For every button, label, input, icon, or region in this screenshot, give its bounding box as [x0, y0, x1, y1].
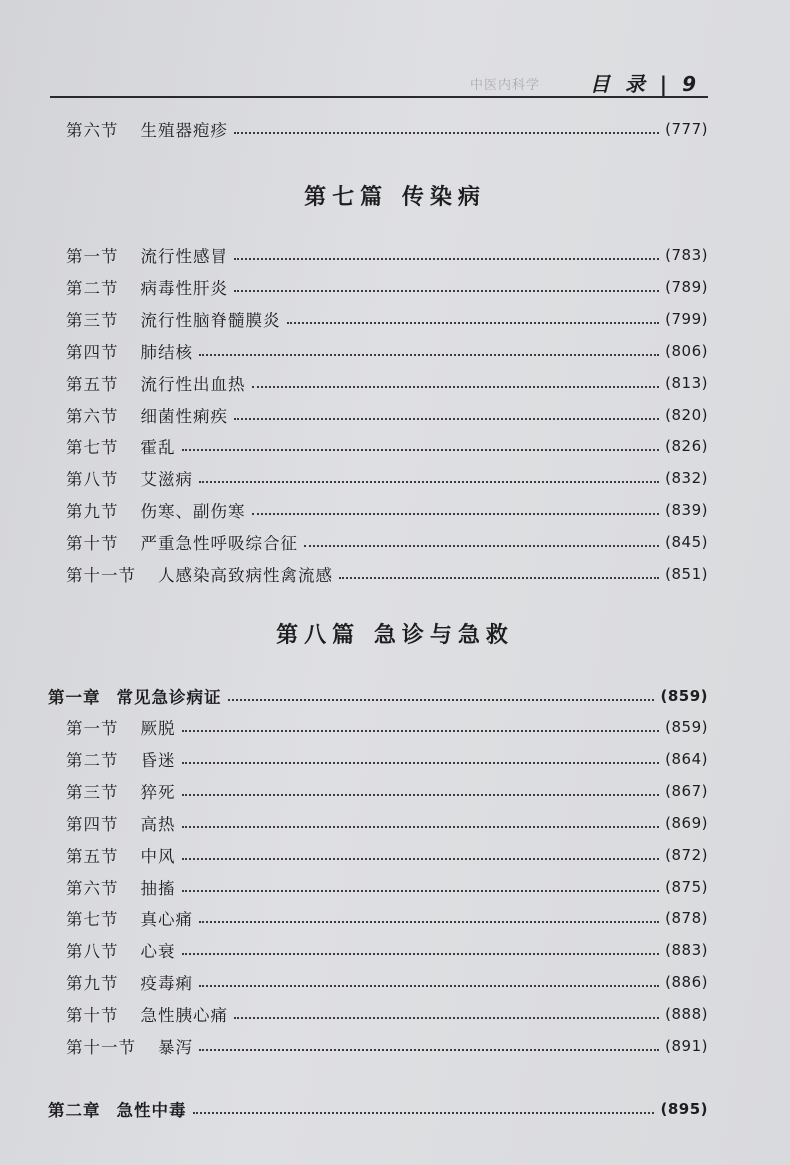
toc-label: 第六节 [66, 878, 119, 898]
dot-leader [199, 975, 659, 987]
dot-leader [252, 503, 660, 515]
toc-entry[interactable] [66, 1034, 708, 1058]
toc-page: (826) [665, 437, 708, 456]
toc-label: 第一节 [66, 247, 119, 266]
toc-page: (832) [665, 469, 708, 488]
toc-label: 第二章 [48, 1101, 101, 1120]
toc-entry[interactable] [66, 117, 708, 141]
toc-label: 第九节 [66, 974, 119, 994]
toc-entry[interactable] [66, 243, 708, 267]
toc-page: (813) [665, 373, 708, 392]
toc-chapter[interactable] [48, 1097, 708, 1121]
toc-page: (820) [665, 405, 708, 424]
running-header [50, 64, 708, 98]
toc-label: 第二节 [66, 750, 119, 770]
toc-label: 第三节 [66, 782, 119, 802]
part-title: 第七篇 传染病 [304, 184, 486, 210]
part-title: 第八篇 急诊与急救 [276, 622, 514, 648]
toc-page: (869) [665, 813, 708, 832]
toc-title: 高热 [140, 814, 176, 834]
toc-entry[interactable] [66, 562, 708, 586]
toc-entry[interactable] [66, 371, 708, 395]
dot-leader [182, 439, 660, 451]
dot-leader [287, 312, 660, 324]
toc-page: (872) [665, 845, 708, 864]
toc-page: (859) [665, 718, 708, 736]
toc-label: 第七节 [66, 910, 119, 930]
toc-label: 第一节 [66, 719, 119, 738]
header-title [590, 68, 700, 97]
toc-page: (777) [665, 120, 708, 138]
toc-title: 常见急诊病证 [116, 688, 222, 707]
toc-label: 第三节 [66, 310, 119, 330]
toc-page: (888) [665, 1005, 708, 1024]
dot-leader [234, 248, 659, 260]
toc-page: (851) [665, 565, 708, 583]
dot-leader [228, 689, 655, 701]
dot-leader [182, 943, 660, 955]
toc-label: 第六节 [66, 121, 119, 140]
toc-title: 中风 [140, 846, 176, 866]
toc-chapter[interactable] [48, 684, 708, 708]
toc-label: 第十一节 [66, 566, 136, 585]
dot-leader [182, 784, 660, 796]
page-number: 9 [682, 72, 700, 96]
toc-entry[interactable] [66, 715, 708, 739]
dot-leader [234, 1007, 659, 1019]
dot-leader [199, 1039, 659, 1051]
toc-label: 第十节 [66, 534, 119, 554]
toc-entry[interactable] [66, 403, 708, 427]
toc-title: 疫毒痢 [140, 974, 193, 994]
toc-entry[interactable] [66, 875, 708, 899]
toc-label: 第八节 [66, 942, 119, 962]
toc-page: (859) [660, 687, 708, 705]
toc-entry[interactable] [66, 747, 708, 771]
dot-leader [182, 880, 660, 892]
toc-title: 抽搐 [140, 878, 176, 898]
header-section-title: 目 录 [589, 72, 649, 96]
toc-page: (789) [665, 277, 708, 296]
dot-leader [234, 408, 659, 420]
toc-label: 第六节 [66, 406, 119, 426]
dot-leader [339, 567, 659, 579]
toc-label: 第二节 [66, 278, 119, 298]
toc-title: 真心痛 [140, 910, 193, 930]
dot-leader [182, 816, 660, 828]
toc-page: (878) [665, 909, 708, 928]
dot-leader [304, 535, 659, 547]
bleed-through-text: 中医内科学 [470, 78, 541, 93]
toc-title: 人感染高致病性禽流感 [158, 566, 333, 585]
dot-leader [199, 344, 659, 356]
toc-title: 伤寒、副伤寒 [140, 502, 246, 522]
toc-entry[interactable] [66, 811, 708, 835]
toc-label: 第四节 [66, 814, 119, 834]
toc-label: 第一章 [48, 688, 101, 707]
toc-title: 急性胰心痛 [140, 1006, 228, 1026]
toc-title: 严重急性呼吸综合征 [140, 534, 298, 554]
header-separator: | [659, 72, 672, 96]
toc-page: (895) [660, 1100, 708, 1118]
toc-title: 流行性感冒 [140, 247, 228, 266]
toc-page: (783) [665, 246, 708, 264]
toc-page: (883) [665, 941, 708, 960]
toc-title: 霍乱 [140, 438, 176, 458]
dot-leader [234, 122, 659, 134]
dot-leader [199, 471, 659, 483]
toc-title: 流行性出血热 [140, 374, 246, 394]
dot-leader [182, 848, 660, 860]
toc-page: (875) [665, 877, 708, 896]
dot-leader [193, 1102, 655, 1114]
toc-entry[interactable] [66, 906, 708, 930]
dot-leader [252, 376, 660, 388]
toc-title: 流行性脑脊髓膜炎 [140, 310, 281, 330]
toc-label: 第十节 [66, 1006, 119, 1026]
toc-page: (891) [665, 1037, 708, 1055]
toc-title: 厥脱 [140, 719, 176, 738]
toc-page: (886) [665, 973, 708, 992]
toc-entry[interactable] [66, 275, 708, 299]
toc-entry[interactable] [66, 843, 708, 867]
toc-label: 第十一节 [66, 1038, 136, 1057]
toc-label: 第八节 [66, 470, 119, 490]
toc-title: 细菌性痢疾 [140, 406, 228, 426]
toc-entry[interactable] [66, 938, 708, 962]
dot-leader [199, 911, 659, 923]
toc-label: 第九节 [66, 502, 119, 522]
toc-title: 猝死 [140, 782, 176, 802]
toc-entry[interactable] [66, 779, 708, 803]
toc-entry[interactable] [66, 307, 708, 331]
toc-page: (845) [665, 533, 708, 552]
dot-leader [182, 720, 660, 732]
toc-page: (864) [665, 749, 708, 768]
toc-entry[interactable] [66, 530, 708, 554]
toc-title: 暴泻 [158, 1038, 193, 1057]
dot-leader [182, 752, 660, 764]
toc-page: (839) [665, 501, 708, 520]
toc-title: 急性中毒 [116, 1101, 187, 1120]
toc-page: (799) [665, 309, 708, 328]
toc-entry[interactable] [66, 339, 708, 363]
toc-title: 病毒性肝炎 [140, 278, 228, 298]
toc-title: 心衰 [140, 942, 176, 962]
toc-entry[interactable] [66, 466, 708, 490]
toc-entry[interactable] [66, 1002, 708, 1026]
toc-title: 肺结核 [140, 342, 193, 362]
toc-page: (806) [665, 341, 708, 360]
toc-page: (867) [665, 781, 708, 800]
toc-label: 第五节 [66, 374, 119, 394]
toc-title: 艾滋病 [140, 470, 193, 490]
toc-title: 生殖器疱疹 [140, 121, 228, 140]
toc-entry[interactable] [66, 498, 708, 522]
dot-leader [234, 280, 659, 292]
toc-entry[interactable] [66, 970, 708, 994]
toc-label: 第四节 [66, 342, 119, 362]
toc-label: 第七节 [66, 438, 119, 458]
toc-entry[interactable] [66, 434, 708, 458]
toc-title: 昏迷 [140, 750, 176, 770]
toc-label: 第五节 [66, 846, 119, 866]
